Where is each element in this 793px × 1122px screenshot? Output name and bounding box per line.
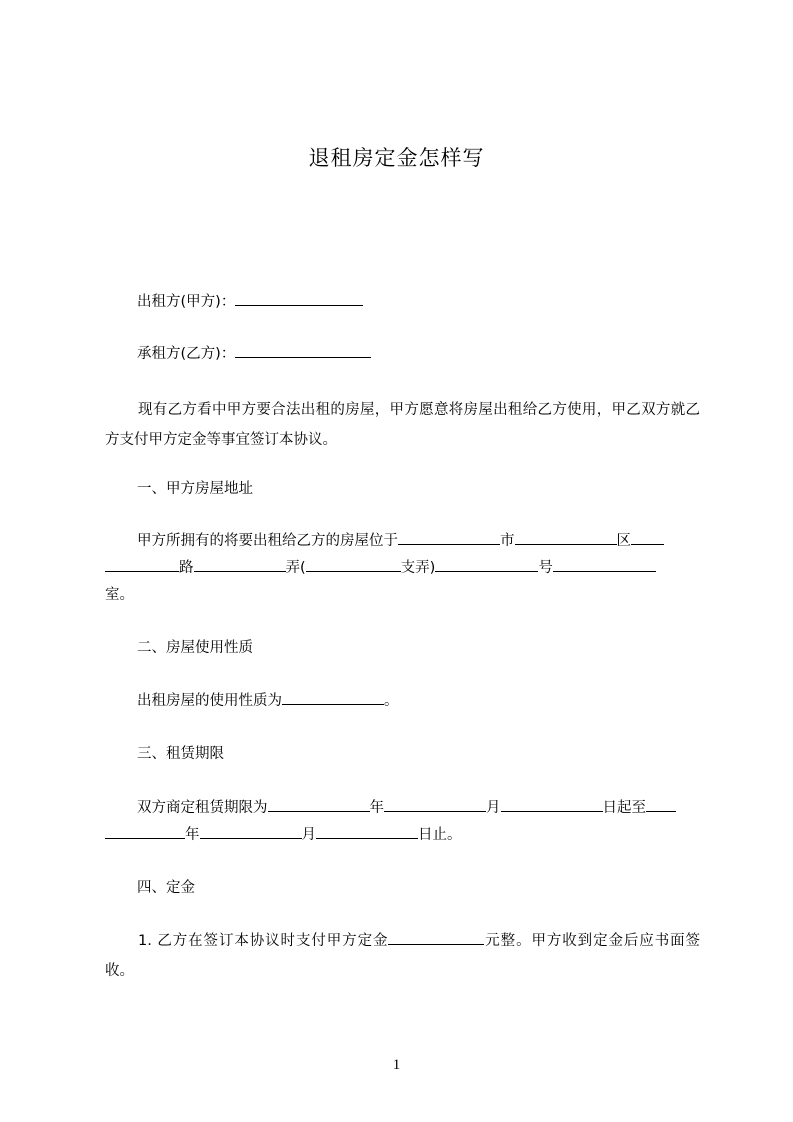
section-1-heading: 一、甲方房屋地址 [137,481,253,497]
number-blank [435,556,538,572]
address-city: 市 [500,533,515,549]
lessee-line [137,342,371,366]
address-line-1 [137,529,664,553]
end-year-blank-start [646,796,676,812]
road-blank-start [631,529,664,545]
usage-line [137,689,399,713]
address-sublane: 支弄) [400,560,436,576]
lessor-line [137,290,363,314]
start-month-blank [384,796,486,812]
lessor-label: 出租方(甲方)： [137,294,236,310]
lease-year-2: 年 [185,827,200,843]
address-line-2 [105,556,656,580]
lane-blank [194,556,286,572]
section-2-heading: 二、房屋使用性质 [137,640,253,656]
address-prefix: 甲方所拥有的将要出租给乙方的房屋位于 [137,533,398,549]
lessee-label: 承租方(乙方)： [137,346,236,362]
document-title: 退租房定金怎样写 [308,146,485,170]
intro-paragraph: 现有乙方看中甲方要合法出租的房屋，甲方愿意将房屋出租给乙方使用，甲乙双方就乙方支付甲方定金等事宜签订本协议。 [105,402,700,448]
usage-suffix: 。 [384,693,399,709]
lease-prefix: 双方商定租赁期限为 [137,800,268,816]
address-lane: 弄( [285,560,306,576]
end-month-blank [200,823,302,839]
deposit-suffix: 元整。甲方收到定金后应书面签收。 [105,933,700,979]
deposit-clause-1 [105,926,700,986]
end-day-blank [316,823,418,839]
deposit-amount-blank [388,929,484,945]
section-3-heading: 三、租赁期限 [137,746,224,762]
lease-year: 年 [369,800,384,816]
district-blank [515,529,617,545]
start-year-blank [268,796,370,812]
end-year-blank-end [105,823,185,839]
lease-day-start: 日起至 [602,800,646,816]
page-number: 1 [392,1057,401,1073]
lease-month: 月 [486,800,501,816]
usage-blank [282,689,384,705]
section-4-heading: 四、定金 [137,880,195,896]
room-blank [553,556,656,572]
lease-line-2 [105,823,462,847]
address-district: 区 [616,533,631,549]
address-number: 号 [538,560,553,576]
start-day-blank [501,796,603,812]
address-road: 路 [179,560,194,576]
lease-day-end: 日止。 [418,827,462,843]
deposit-prefix: 1. 乙方在签订本协议时支付甲方定金 [138,933,389,949]
usage-prefix: 出租房屋的使用性质为 [137,693,282,709]
lessor-blank [235,290,363,306]
city-blank [398,529,500,545]
road-blank-end [105,556,179,572]
lease-month-2: 月 [301,827,316,843]
lease-line-1 [137,796,676,820]
address-line-3: 室。 [105,587,134,603]
lessee-blank [235,342,371,358]
sublane-blank [306,556,401,572]
